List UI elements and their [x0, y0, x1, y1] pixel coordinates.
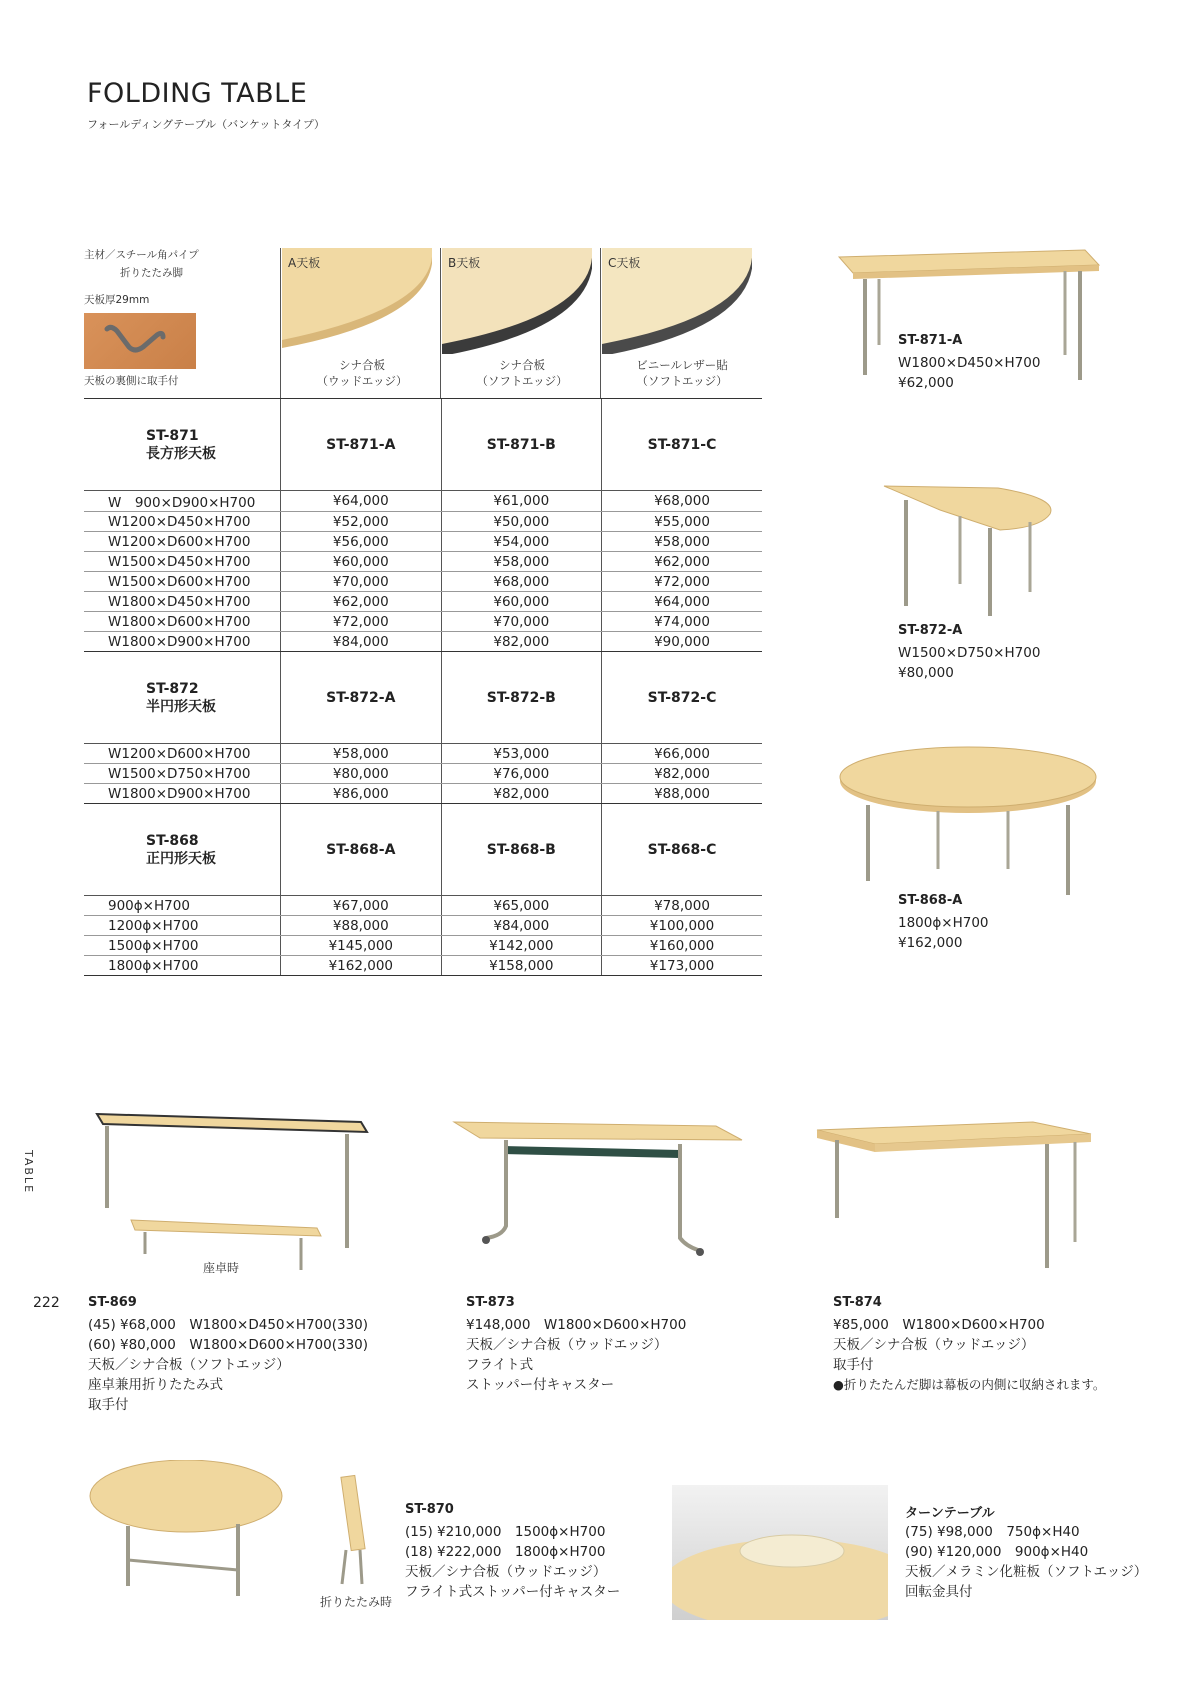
table-row: [84, 744, 762, 764]
product-code: ST-872-C: [602, 652, 762, 744]
price-b: ¥68,000: [441, 572, 601, 592]
price-a: ¥52,000: [281, 512, 441, 532]
section-tab: TABLE: [22, 1150, 35, 1195]
size-cell: W1200×D450×H700: [84, 512, 281, 532]
st873-line: フライト式: [466, 1357, 534, 1373]
side-product-size: 1800ϕ×H700: [898, 915, 989, 931]
group-name-cell: [84, 652, 281, 744]
st870-line: 天板／シナ合板（ウッドエッジ）: [405, 1564, 607, 1580]
table-row: [84, 592, 762, 612]
table-row: [84, 936, 762, 956]
size-cell: W1800×D900×H700: [84, 632, 281, 652]
finish-a: [282, 248, 432, 358]
finish-a-head: A天板: [288, 256, 321, 270]
spec-material: 主材／スチール角パイプ: [84, 249, 199, 261]
st869-line: (45) ¥68,000 W1800×D450×H700(330): [88, 1317, 369, 1333]
table-row: [84, 572, 762, 592]
spec-legs: 折りたたみ脚: [120, 267, 183, 279]
table-row: [84, 764, 762, 784]
price-table: [84, 398, 762, 976]
st869-code: ST-869: [88, 1295, 137, 1310]
size-cell: W1800×D900×H700: [84, 784, 281, 804]
finish-b-label1: シナ合板: [499, 358, 545, 372]
price-c: ¥58,000: [602, 532, 762, 552]
price-c: ¥82,000: [602, 764, 762, 784]
group-name: ST-872: [146, 680, 199, 697]
group-name: ST-871: [146, 427, 199, 444]
turntable-line: 天板／メラミン化粧板（ソフトエッジ）: [905, 1564, 1148, 1580]
price-b: ¥84,000: [441, 916, 601, 936]
finish-a-label2: （ウッドエッジ）: [316, 374, 408, 388]
page-title: FOLDING TABLE: [87, 78, 308, 109]
finish-b: [442, 248, 592, 358]
turntable-line: (75) ¥98,000 750ϕ×H40: [905, 1524, 1080, 1540]
side-product-price: ¥162,000: [898, 935, 963, 951]
price-a: ¥162,000: [281, 956, 441, 976]
price-a: ¥70,000: [281, 572, 441, 592]
group-header-st868: [84, 804, 762, 896]
table-row: [84, 956, 762, 976]
size-cell: 900ϕ×H700: [84, 896, 281, 916]
size-cell: W1800×D600×H700: [84, 612, 281, 632]
price-b: ¥58,000: [441, 552, 601, 572]
turntable-line: 回転金具付: [905, 1584, 973, 1600]
side-product-size: W1500×D750×H700: [898, 645, 1041, 661]
price-c: ¥90,000: [602, 632, 762, 652]
group-shape: 半円形天板: [146, 698, 216, 715]
price-c: ¥173,000: [602, 956, 762, 976]
product-code: ST-872-B: [441, 652, 601, 744]
st870-line: (15) ¥210,000 1500ϕ×H700: [405, 1524, 606, 1540]
size-cell: W1200×D600×H700: [84, 532, 281, 552]
side-product-price: ¥62,000: [898, 375, 954, 391]
st870-line: (18) ¥222,000 1800ϕ×H700: [405, 1544, 606, 1560]
price-a: ¥84,000: [281, 632, 441, 652]
st870-table-image: [88, 1460, 388, 1615]
price-c: ¥72,000: [602, 572, 762, 592]
st869-caption: 座卓時: [203, 1261, 240, 1275]
product-code: ST-868-B: [441, 804, 601, 896]
col-divider: [280, 248, 281, 398]
price-b: ¥61,000: [441, 491, 601, 512]
page-number: 222: [33, 1295, 60, 1311]
table-row: [84, 512, 762, 532]
price-b: ¥82,000: [441, 632, 601, 652]
st869-line: 座卓兼用折りたたみ式: [88, 1377, 223, 1393]
st874-line: ¥85,000 W1800×D600×H700: [833, 1317, 1045, 1333]
col-divider: [600, 248, 601, 398]
table-row: [84, 784, 762, 804]
size-cell: W1500×D450×H700: [84, 552, 281, 572]
price-c: ¥160,000: [602, 936, 762, 956]
finish-b-head: B天板: [448, 256, 481, 270]
size-cell: W1500×D600×H700: [84, 572, 281, 592]
finish-c-label1: ビニールレザー貼: [636, 358, 728, 372]
table-row: [84, 916, 762, 936]
price-b: ¥142,000: [441, 936, 601, 956]
finish-a-label1: シナ合板: [339, 358, 385, 372]
price-c: ¥78,000: [602, 896, 762, 916]
turntable-image: [672, 1485, 888, 1620]
price-b: ¥65,000: [441, 896, 601, 916]
st874-line: 天板／シナ合板（ウッドエッジ）: [833, 1337, 1035, 1353]
group-shape: 正円形天板: [146, 850, 216, 867]
size-cell: W 900×D900×H700: [84, 491, 281, 512]
table-row: [84, 896, 762, 916]
price-a: ¥145,000: [281, 936, 441, 956]
price-a: ¥67,000: [281, 896, 441, 916]
st869-table-image: [95, 1108, 375, 1278]
price-b: ¥158,000: [441, 956, 601, 976]
group-header-st871: [84, 399, 762, 491]
st873-line: ¥148,000 W1800×D600×H700: [466, 1317, 687, 1333]
price-c: ¥66,000: [602, 744, 762, 764]
st874-table-image: [815, 1118, 1095, 1278]
price-b: ¥60,000: [441, 592, 601, 612]
size-cell: 1200ϕ×H700: [84, 916, 281, 936]
st870-caption: 折りたたみ時: [320, 1595, 393, 1609]
product-code: ST-868-C: [602, 804, 762, 896]
group-name: ST-868: [146, 832, 199, 849]
price-b: ¥70,000: [441, 612, 601, 632]
size-cell: W1500×D750×H700: [84, 764, 281, 784]
product-code: ST-872-A: [281, 652, 441, 744]
st873-table-image: [450, 1118, 745, 1268]
price-a: ¥80,000: [281, 764, 441, 784]
side-product-code: ST-871-A: [898, 333, 963, 348]
finish-b-label2: （ソフトエッジ）: [476, 374, 568, 388]
st873-line: 天板／シナ合板（ウッドエッジ）: [466, 1337, 668, 1353]
turntable-line: (90) ¥120,000 900ϕ×H40: [905, 1544, 1089, 1560]
handle-image: [103, 321, 167, 357]
st869-line: 取手付: [88, 1397, 129, 1413]
group-header-st872: [84, 652, 762, 744]
table-row: [84, 552, 762, 572]
finish-c-head: C天板: [608, 256, 641, 270]
st868a-table-image: [838, 745, 1103, 905]
price-c: ¥68,000: [602, 491, 762, 512]
price-b: ¥76,000: [441, 764, 601, 784]
st870-code: ST-870: [405, 1502, 454, 1517]
price-a: ¥88,000: [281, 916, 441, 936]
group-name-cell: [84, 399, 281, 491]
product-code: ST-868-A: [281, 804, 441, 896]
price-a: ¥64,000: [281, 491, 441, 512]
price-b: ¥53,000: [441, 744, 601, 764]
table-row: [84, 532, 762, 552]
size-cell: W1200×D600×H700: [84, 744, 281, 764]
side-product-code: ST-868-A: [898, 893, 963, 908]
product-code: ST-871-A: [281, 399, 441, 491]
st874-code: ST-874: [833, 1295, 882, 1310]
size-cell: W1800×D450×H700: [84, 592, 281, 612]
st869-line: 天板／シナ合板（ソフトエッジ）: [88, 1357, 290, 1373]
product-code: ST-871-B: [441, 399, 601, 491]
col-divider: [440, 248, 441, 398]
finish-c-label2: （ソフトエッジ）: [636, 374, 728, 388]
side-product-price: ¥80,000: [898, 665, 954, 681]
table-row: [84, 612, 762, 632]
price-c: ¥100,000: [602, 916, 762, 936]
st874-line: 取手付: [833, 1357, 874, 1373]
group-shape: 長方形天板: [146, 445, 216, 462]
spec-handle-note: 天板の裏側に取手付: [84, 375, 179, 387]
st874-line: ●折りたたんだ脚は幕板の内側に収納されます。: [833, 1377, 1106, 1392]
price-a: ¥62,000: [281, 592, 441, 612]
price-a: ¥60,000: [281, 552, 441, 572]
turntable-code: ターンテーブル: [905, 1506, 995, 1521]
table-row: [84, 491, 762, 512]
price-c: ¥74,000: [602, 612, 762, 632]
st869-line: (60) ¥80,000 W1800×D600×H700(330): [88, 1337, 369, 1353]
st873-code: ST-873: [466, 1295, 515, 1310]
price-c: ¥64,000: [602, 592, 762, 612]
st870-line: フライト式ストッパー付キャスター: [405, 1584, 621, 1600]
price-c: ¥62,000: [602, 552, 762, 572]
turntable-photo: [672, 1485, 888, 1620]
price-b: ¥82,000: [441, 784, 601, 804]
product-code: ST-871-C: [602, 399, 762, 491]
group-name-cell: [84, 804, 281, 896]
finish-c: [602, 248, 752, 358]
side-product-size: W1800×D450×H700: [898, 355, 1041, 371]
price-b: ¥54,000: [441, 532, 601, 552]
price-a: ¥56,000: [281, 532, 441, 552]
price-c: ¥88,000: [602, 784, 762, 804]
st872a-table-image: [880, 480, 1060, 620]
size-cell: 1500ϕ×H700: [84, 936, 281, 956]
price-a: ¥72,000: [281, 612, 441, 632]
price-a: ¥86,000: [281, 784, 441, 804]
price-a: ¥58,000: [281, 744, 441, 764]
price-b: ¥50,000: [441, 512, 601, 532]
side-product-code: ST-872-A: [898, 623, 963, 638]
table-row: [84, 632, 762, 652]
price-c: ¥55,000: [602, 512, 762, 532]
size-cell: 1800ϕ×H700: [84, 956, 281, 976]
page-subtitle: フォールディングテーブル（バンケットタイプ）: [87, 118, 325, 131]
st873-line: ストッパー付キャスター: [466, 1377, 615, 1393]
spec-thickness: 天板厚29mm: [84, 294, 150, 306]
